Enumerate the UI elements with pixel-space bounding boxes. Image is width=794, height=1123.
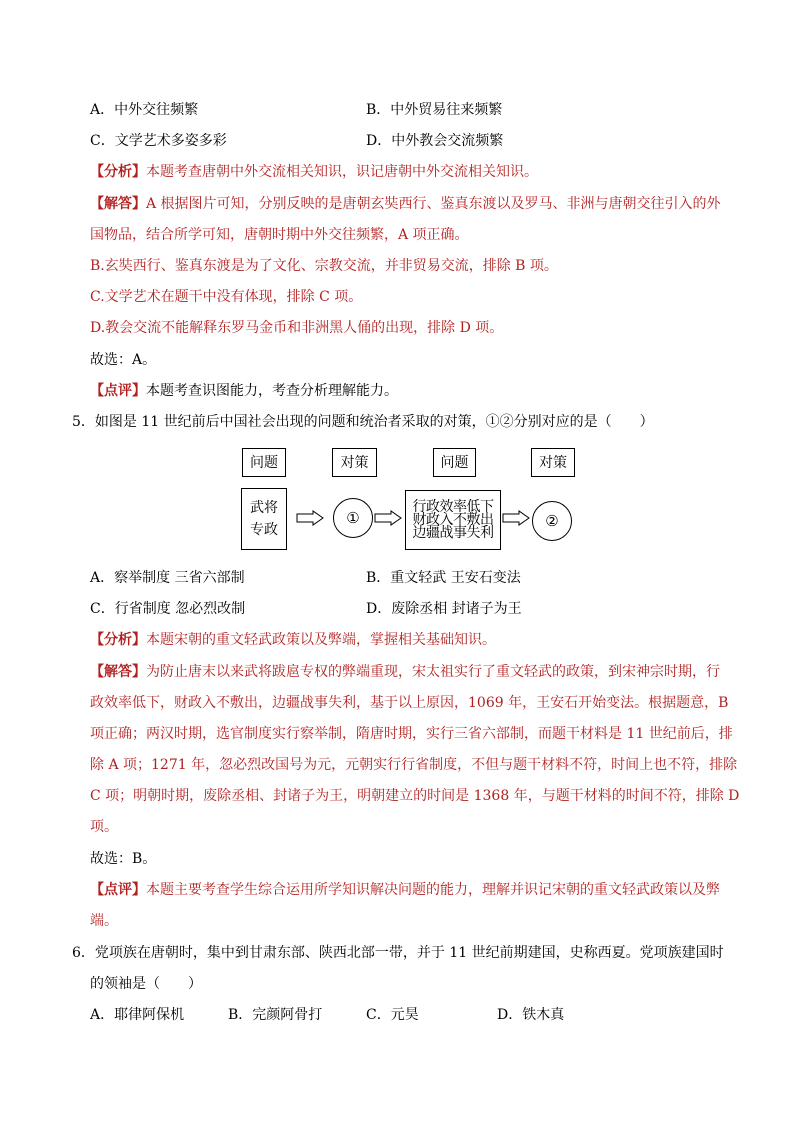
q4-option-c [90,131,227,151]
comment-text: 本题主要考查学生综合运用所学知识解决问题的能力，理解并识记宋朝的重文轻武政策以及弊 [146,882,720,898]
analysis-tag: 【分析】 [90,632,146,648]
q4-answer-line: D.教会交流不能解释东罗马金币和非洲黑人俑的出现，排除 D 项。 [90,320,504,336]
answer-tag: 【解答】 [90,664,146,680]
option-text: 中外教会交流频繁 [391,133,504,149]
q6-stem-line: 的领袖是（ ） [90,976,202,992]
q5-option-c [90,599,245,619]
q5-answer-choice: 故选：B。 [90,851,157,867]
option-text: 重文轻武 王安石变法 [390,570,521,586]
arrow-icon [374,510,402,526]
q5-analysis [90,630,496,650]
q6-option-d [497,1005,564,1025]
comment-text: 本题考查识图能力，考查分析理解能力。 [146,383,398,399]
q5-comment-line: 端。 [90,913,118,929]
header-problem-1: 问题 [242,448,286,477]
policy-circle-2: ② [532,501,572,541]
q4-answer-line: 国物品，结合所学可知，唐朝时期中外交往频繁，A 项正确。 [90,227,469,243]
problem-box-2-line: 财政入不敷出 [412,511,494,528]
q4-option-b [366,100,502,120]
option-letter: A． [90,1007,115,1023]
arrow-icon [296,510,324,526]
option-letter: C． [90,133,115,149]
answer-line: A 根据图片可知，分别反映的是唐朝玄奘西行、鉴真东渡以及罗马、非洲与唐朝交往引入的外 [146,196,721,212]
answer-tag: 【解答】 [90,196,146,212]
option-text: 文学艺术多姿多彩 [114,133,227,149]
q5-answer-line: 项。 [90,819,118,835]
problem-box-2 [405,490,501,550]
option-text: 完颜阿骨打 [252,1007,323,1023]
problem-box-1-line: 专政 [250,522,278,538]
header-policy-1: 对策 [332,448,377,477]
comment-tag: 【点评】 [90,383,146,399]
header-policy-2: 对策 [531,448,575,477]
option-text: 元昊 [390,1007,419,1023]
q4-comment [90,381,398,401]
option-letter: C． [90,601,115,617]
option-letter: D． [366,133,392,149]
q4-analysis [90,162,538,182]
option-text: 行省制度 忽必烈改制 [114,601,246,617]
header-problem-2: 问题 [433,448,476,477]
analysis-tag: 【分析】 [90,164,146,180]
option-letter: C． [366,1007,391,1023]
q4-answer-line: B.玄奘西行、鉴真东渡是为了文化、宗教交流，并非贸易交流，排除 B 项。 [90,258,558,274]
option-text: 废除丞相 封诸子为王 [391,601,522,617]
option-letter: A． [90,102,115,118]
option-letter: B． [366,570,391,586]
q5-option-a [90,568,245,588]
q4-answer-choice: 故选：A。 [90,352,157,368]
problem-box-2-line: 边疆战事失利 [412,524,494,541]
option-letter: D． [497,1007,523,1023]
option-text: 铁木真 [522,1007,565,1023]
q4-answer-line: C.文学艺术在题干中没有体现，排除 C 项。 [90,289,363,305]
q5-answer-line: 政效率低下，财政入不敷出，边疆战事失利，基于以上原因，1069 年，王安石开始变法。根据题意，B [90,695,729,711]
q5-option-d [366,599,522,619]
option-text: 中外交往频繁 [114,102,199,118]
option-text: 中外贸易往来频繁 [390,102,503,118]
q6-option-c [366,1005,419,1025]
q4-option-a [90,100,198,120]
analysis-text: 本题宋朝的重文轻武政策以及弊端，掌握相关基础知识。 [146,632,496,648]
option-letter: A． [90,570,115,586]
option-text: 察举制度 三省六部制 [114,570,245,586]
q5-answer-line: C 项；明朝时期，废除丞相、封诸子为王，明朝建立的时间是 1368 年，与题干材料的时间不符，排除 D [90,788,740,804]
q6-option-a [90,1005,184,1025]
answer-line: 为防止唐末以来武将跋扈专权的弊端重现，宋太祖实行了重文轻武的政策，到宋神宗时期，行 [146,664,720,680]
problem-box-1-line: 武将 [250,500,278,516]
q5-answer-line: 项正确；两汉时期，选官制度实行察举制，隋唐时期，实行三省六部制，而题干材料是 11 世纪前后，排 [90,726,733,742]
q5-comment [90,880,720,900]
option-text: 耶律阿保机 [114,1007,185,1023]
q5-option-b [366,568,521,588]
comment-tag: 【点评】 [90,882,146,898]
option-letter: B． [228,1007,253,1023]
q4-answer [90,194,721,214]
q5-answer [90,662,720,682]
option-letter: B． [366,102,391,118]
q5-answer-line: 除 A 项；1271 年，忽必烈改国号为元，元朝实行行省制度，不但与题干材料不符，时间上也不符，排除 [90,757,738,773]
problem-box-2-line: 行政效率低下 [412,498,494,515]
q6-option-b [228,1005,322,1025]
q6-stem: 6．党项族在唐朝时，集中到甘肃东部、陕西北部一带，并于 11 世纪前期建国，史称西夏。党项族建国时 [72,945,724,961]
q4-option-d [366,131,503,151]
q5-stem: 5．如图是 11 世纪前后中国社会出现的问题和统治者采取的对策，①②分别对应的是（ ） [72,414,654,430]
option-letter: D． [366,601,392,617]
policy-circle-1: ① [333,498,373,538]
analysis-text: 本题考查唐朝中外交流相关知识，识记唐朝中外交流相关知识。 [146,164,538,180]
problem-box-1 [241,488,287,550]
arrow-icon [502,510,530,526]
